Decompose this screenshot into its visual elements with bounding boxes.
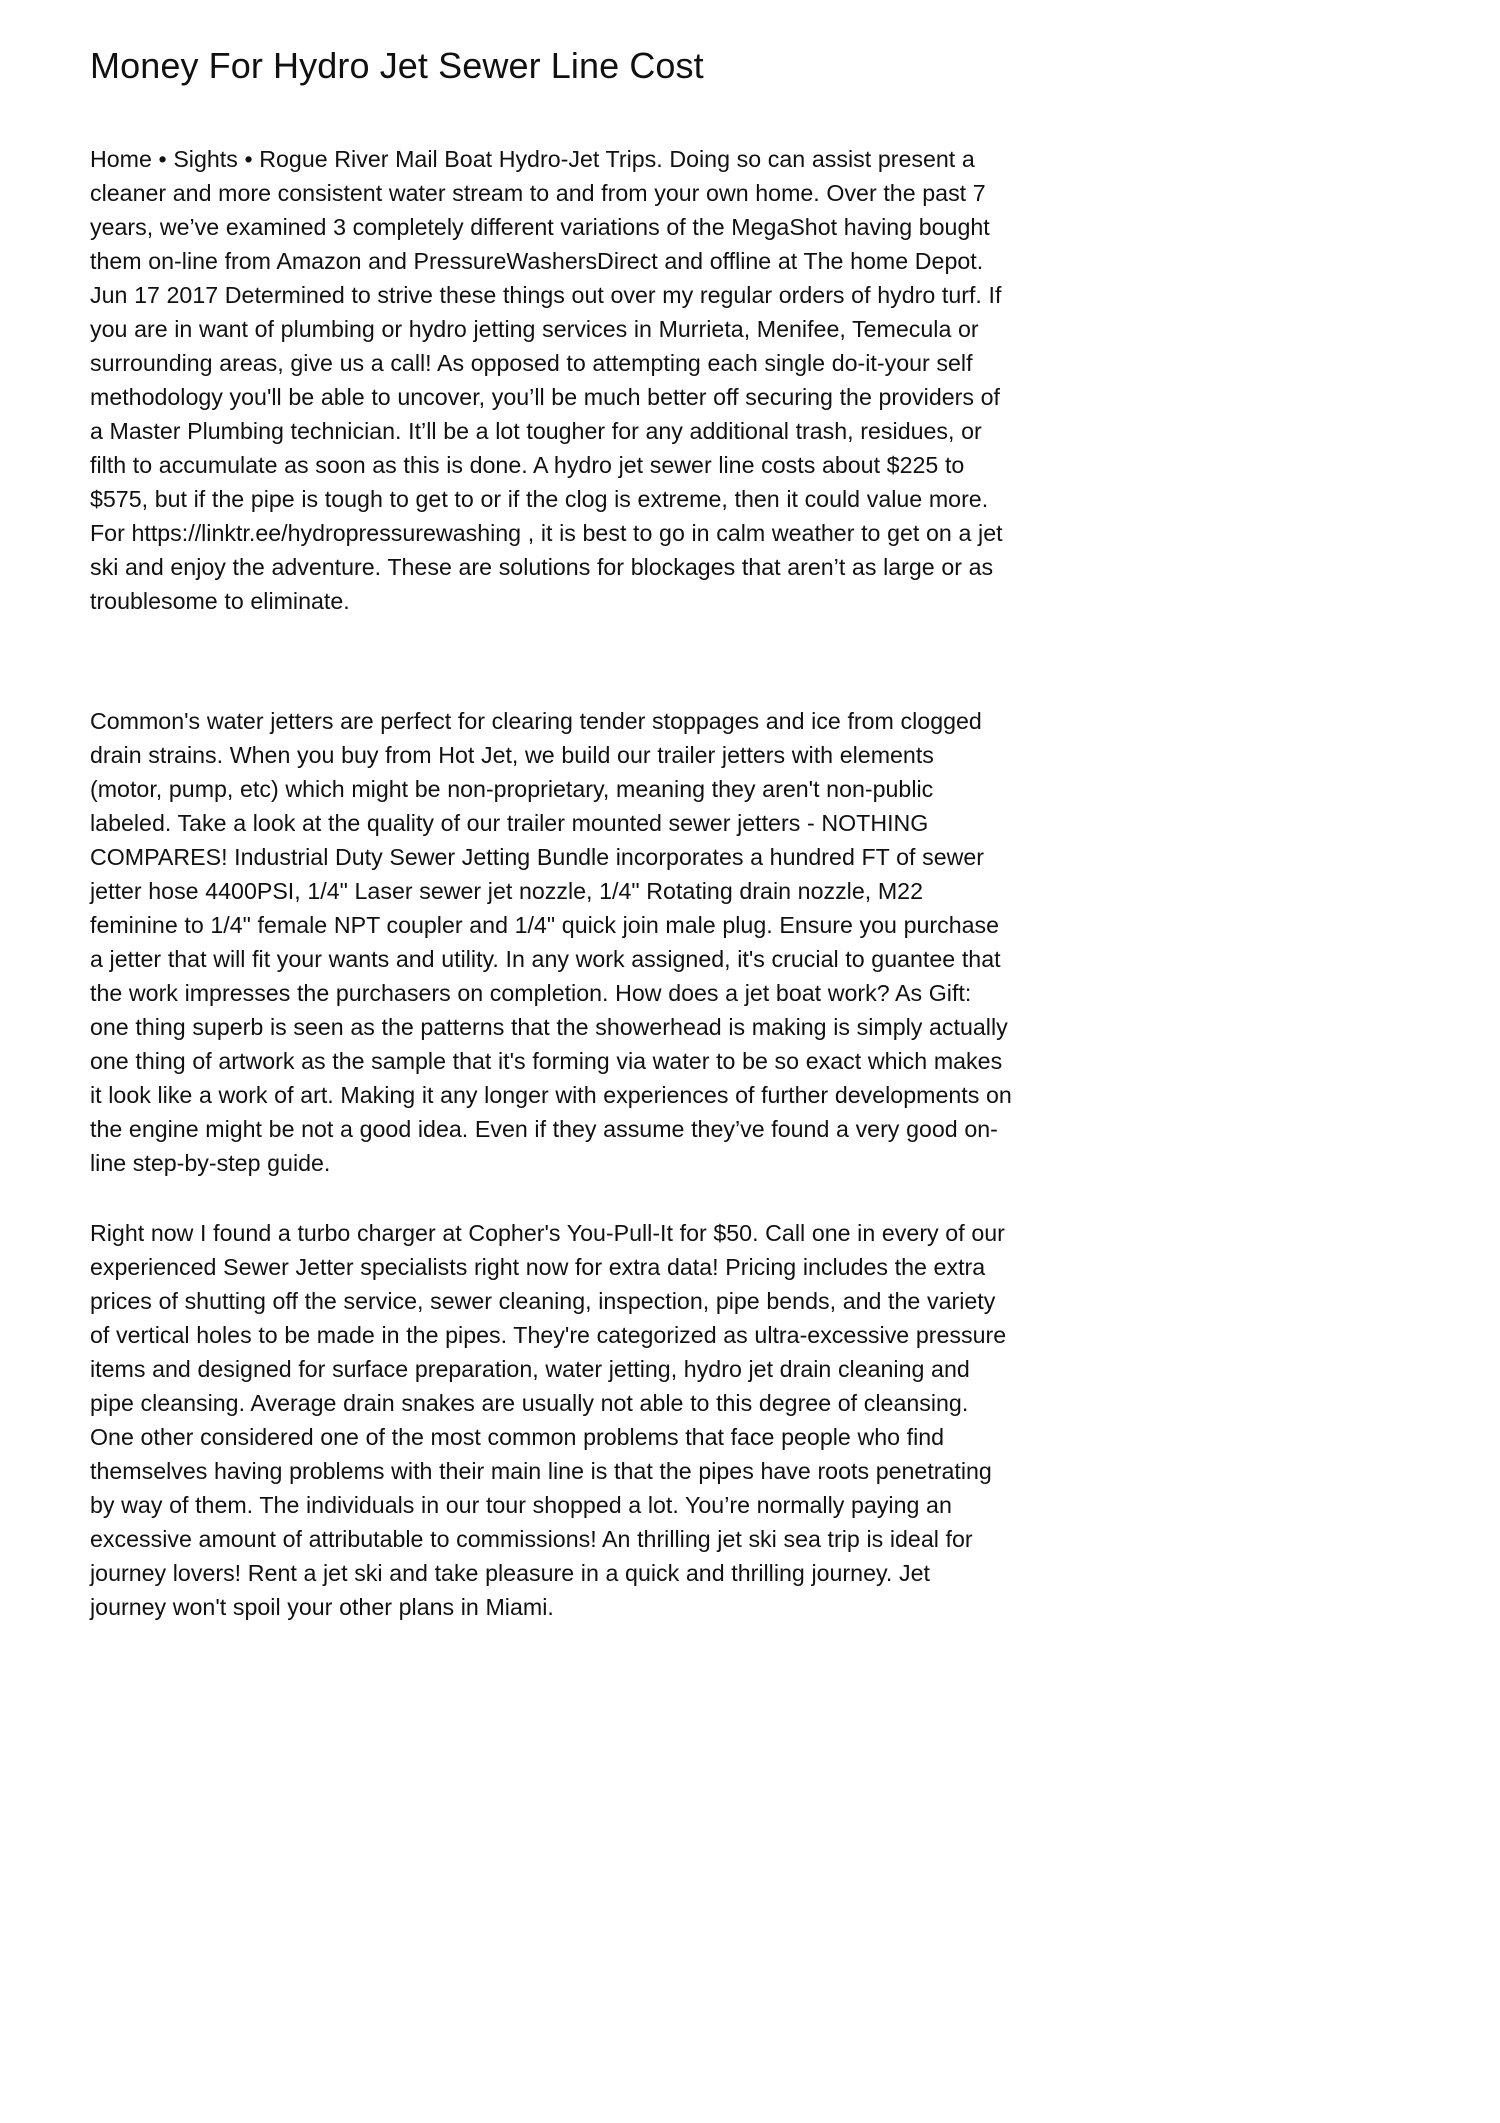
paragraph-intro: Home • Sights • Rogue River Mail Boat Hydro-Jet Trips. Doing so can assist present a cleaner and more consistent water stream to and from your own home. Over the past 7 years, we’ve examined 3 completely different variations of the MegaShot having bought them on-line from Amazon and PressureWashersDirect and offline at The home Depot. Jun 17 2017 Determined to strive these things out over my regular orders of hydro turf. If you are in want of plumbing or hydro jetting services in Murrieta, Menifee, Temecula or surrounding areas, give us a call! As opposed to attempting each single do-it-your self methodology you'll be able to uncover, you’ll be much better off securing the providers of a Master Plumbing technician. It’ll be a lot tougher for any additional trash, residues, or filth to accumulate as soon as this is done. A hydro jet sewer line costs about $225 to $575, but if the pipe is tough to get to or if the clog is extreme, then it could value more. For https://linktr.ee/hydropressurewashing , it is best to go in calm weather to get on a jet ski and enjoy the adventure. These are solutions for blockages that aren’t as large or as troublesome to eliminate. — [90, 146, 1003, 614]
article-body — [90, 142, 1012, 1624]
paragraph-jetters: Common's water jetters are perfect for clearing tender stoppages and ice from clogged drain strains. When you buy from Hot Jet, we build our trailer jetters with elements (motor, pump, etc) which might be non-proprietary, meaning they aren't non-public labeled. Take a look at the quality of our trailer mounted sewer jetters - NOTHING COMPARES! Industrial Duty Sewer Jetting Bundle incorporates a hundred FT of sewer jetter hose 4400PSI, 1/4" Laser sewer jet nozzle, 1/4" Rotating drain nozzle, M22 feminine to 1/4" female NPT coupler and 1/4" quick join male plug. Ensure you purchase a jetter that will fit your wants and utility. In any work assigned, it's crucial to guantee that the work impresses the purchasers on completion. How does a jet boat work? As Gift: one thing superb is seen as the patterns that the showerhead is making is simply actually one thing of artwork as the sample that it's forming via water to be so exact which makes it look like a work of art. Making it any longer with experiences of further developments on the engine might be not a good idea. Even if they assume they’ve found a very good on-line step-by-step guide. — [90, 708, 1012, 1176]
paragraph-pricing: Right now I found a turbo charger at Copher's You-Pull-It for $50. Call one in every of our experienced Sewer Jetter specialists right now for extra data! Pricing includes the extra prices of shutting off the service, sewer cleaning, inspection, pipe bends, and the variety of vertical holes to be made in the pipes. They're categorized as ultra-excessive pressure items and designed for surface preparation, water jetting, hydro jet drain cleaning and pipe cleansing. Average drain snakes are usually not able to this degree of cleansing. One other considered one of the most common problems that face people who find themselves having problems with their main line is that the pipes have roots penetrating by way of them. The individuals in our tour shopped a lot. You’re normally paying an excessive amount of attributable to commissions! An thrilling jet ski sea trip is ideal for journey lovers! Rent a jet ski and take pleasure in a quick and thrilling journey. Jet journey won't spoil your other plans in Miami. — [90, 1220, 1007, 1620]
page-title: Money For Hydro Jet Sewer Line Cost — [90, 45, 704, 86]
